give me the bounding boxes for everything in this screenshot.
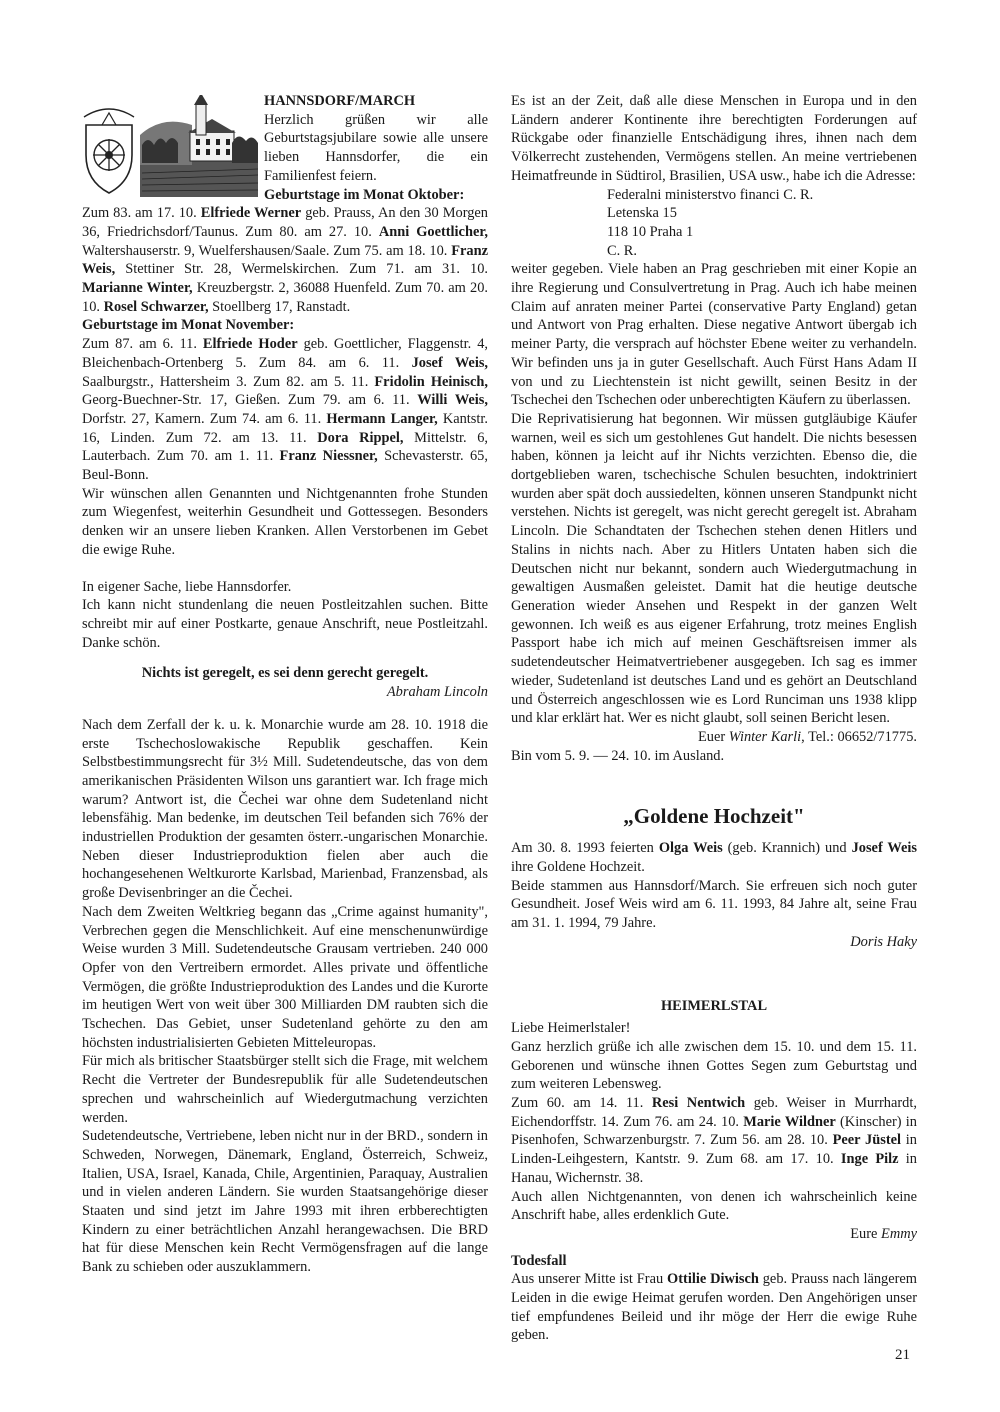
page-number: 21 xyxy=(895,1347,910,1363)
hannsdorf-title: HANNSDORF/MARCH xyxy=(264,93,416,109)
heimerlstal-paragraph-1: Ganz herzlich grüße ich alle zwischen dem 15. 10. und dem 15. 11. Geborenen und wünsche ihnen Gottes Segen zum Geburtstag und zum weiteren Lebensweg. xyxy=(511,1038,917,1093)
goldene-paragraph-2: Beide stammen aus Hannsdorf/March. Sie erfreuen sich noch guter Gesundheit. Josef Weis wird am 6. 11. 1993, 84 Jahre alt, seine Frau am 31. 1. 1994, 79 Jahre. xyxy=(511,877,917,932)
heimerlstal-salutation: Liebe Heimerlstaler! xyxy=(511,1020,631,1037)
goldene-signature: Doris Haky xyxy=(850,933,917,950)
right-column xyxy=(511,92,917,1345)
october-heading: Geburtstage im Monat Oktober: xyxy=(264,186,465,203)
article-signature: Euer Winter Karli, Tel.: 06652/71775. xyxy=(698,728,917,745)
coat-of-arms-icon xyxy=(84,109,134,193)
article-paragraph-7: Die Reprivatisierung hat begonnen. Wir müssen gutgläubige Käufer warnen, weil es sich um gestohlenes Gut handelt. Die nichts besessen haben, können ja leicht auf ihr Nichts verzichten. Ebenso die, die dortgeblieben waren, tschechische Schulen besuchten, indoktriniert wurden aber spät doch aussiedelten, können unseren Standpunkt nicht verstehen. Nichts ist geregelt, was nicht gerecht geregelt ist. Abraham Lincoln. Die Schandtaten der Tschechen stehen denen Hitlers und Stalins in nichts nach. Aber zu Hitlers Untaten haben sich die Deutschen nicht nur bekannt, sondern auch Wiedergutmachung in gewaltigen Ausmaßen geleistet. Damit hat die heutige deutsche Generation wieder Ansehen und Respekt in der ganzen Welt gewonnen. Ich weiß es aus eigener Erfahrung, trotz meines English Passport habe ich mich auf meinen Geschäftsreisen immer als sudetendeutscher Heimatvertriebener ausgegeben. Ich sag es immer wieder, Sudetenland ist deutsches Land und es gehört an Deutschland und Österreich angeschlossen wie es Lord Runciman uns 1938 klipp und klar erklärt hat. Wer es nicht glaubt, soll seinen Bericht lesen. xyxy=(511,410,917,727)
heimerlstal-birthdays: Zum 60. am 14. 11. Resi Nentwich geb. Weiser in Murrhardt, Eichendorffstr. 14. Zum 76. am 24. 10. Marie Wildner (Kinscher) in Pisenhofen, Schwarzenburgstr. 7. Zum 56. am 28. 10. Peer Jüstel in Linden-Leihgestern, Kantstr. 9. Zum 68. am 17. 10. Inge Pilz in Hanau, Wichernstr. 38. xyxy=(511,1095,918,1186)
address-line: Letenska 15 xyxy=(607,205,677,222)
quote-author: Abraham Lincoln xyxy=(386,684,488,701)
article-paragraph-4: Sudetendeutsche, Vertriebene, leben nicht nur in der BRD., sondern in Schweden, Norwegen, Dänemark, England, Österreich, Schweiz, Italien, USA, Israel, Kanada, Chile, Argentinien, Paraquay, Australien und in vielen anderen Ländern. Sie wurden Staatsangehörige dieser Staaten und sind jetzt im Jahre 1993 mit ihren erbberechtigten Kindern zu einer beträchtlichen Anzahl herangewachsen. Die BRD hat für diese Menschen kein Recht Vermögensfragen auf die lange Bank zu schieben oder auszuklammern. xyxy=(82,1128,488,1276)
quote-text: Nichts ist geregelt, es sei denn gerecht geregelt. xyxy=(141,665,429,682)
todesfall-heading: Todesfall xyxy=(511,1252,567,1269)
october-birthdays: Zum 83. am 17. 10. Elfriede Werner geb. Prauss, An den 30 Morgen 36, Friedrichsdorf/Taunus. Zum 80. am 27. 10. Anni Goettlicher, Waltershauserstr. 9, Wuelfershausen/Saale. Zum 75. am 18. 10. Franz Weis, Stettiner Str. 28, Wermelskirchen. Zum 71. am 31. 10. Marianne Winter, Kreuzbergstr. 2, 36088 Huenfeld. Zum 70. am 20. 10. Rosel Schwarzer, Stoellberg 17, Ranstadt. xyxy=(82,205,489,315)
goldene-paragraph-1: Am 30. 8. 1993 feierten Olga Weis (geb. Krannich) und Josef Weis ihre Goldene Hochzeit. xyxy=(511,840,918,876)
abroad-note: Bin vom 5. 9. — 24. 10. im Ausland. xyxy=(511,747,725,764)
coat-of-arms-and-village-illustration xyxy=(82,95,260,199)
address-line: C. R. xyxy=(607,242,637,259)
sache-intro: In eigener Sache, liebe Hannsdorfer. xyxy=(82,578,292,595)
todesfall-paragraph: Aus unserer Mitte ist Frau Ottilie Diwisch geb. Prauss nach längerem Leiden in die ewige Heimat gerufen worden. Den Angehörigen unser tief empfundenes Beileid und ihr möge der Herr die ewige Ruhe geben. xyxy=(511,1271,917,1344)
sache-text: Ich kann nicht stundenlang die neuen Postleitzahlen suchen. Bitte schreibt mir auf einer Postkarte, genaue Anschrift, neue Postleitzahl. Danke schön. xyxy=(82,597,488,651)
wishes-paragraph: Wir wünschen allen Genannten und Nichtgenannten frohe Stunden zum Wiegenfest, weiterhin Gesundheit und Gottessegen. Besonders denken wir an unsere lieben Kranken. Allen Verstorbenen im Gebet die ewige Ruhe. xyxy=(82,485,488,558)
goldene-hochzeit-title: „Goldene Hochzeit" xyxy=(623,804,805,829)
november-birthdays: Zum 87. am 6. 11. Elfriede Hoder geb. Goettlicher, Flaggenstr. 4, Bleichenbach-Ortenberg 5. Zum 84. am 6. 11. Josef Weis, Saalburgstr., Hattersheim 3. Zum 82. am 5. 11. Fridolin Heinisch, Georg-Buechner-Str. 17, Gießen. Zum 79. am 6. 11. Willi Weis, Dorfstr. 27, Kamern. Zum 74. am 6. 11. Hermann Langer, Kantstr. 16, Linden. Zum 72. am 13. 11. Dora Rippel, Mittelstr. 6, Lauterbach. Zum 70. am 1. 11. Franz Niessner, Schevasterstr. 65, Beul-Bonn. xyxy=(82,336,489,484)
article-paragraph-3: Für mich als britischer Staatsbürger stellt sich die Frage, mit welchem Recht die Vertreter der Bundesrepublik für alle Sudetendeutschen sprechen und wahrscheinlich auf Wiedergutmachung verzichten werden. xyxy=(82,1053,488,1126)
heimerlstal-signature: Eure Emmy xyxy=(850,1225,917,1242)
article-paragraph-6: weiter gegeben. Viele haben an Prag geschrieben mit einer Kopie an ihre Regierung und Consulvertretung in Prag. Auch ich habe meinen Claim auf anraten meiner Partei (conservative Party England) getan und Antwort von Prag erhalten. Diese negative Antwort übergab ich meiner Party, die versprach auf höchster Ebene weiter zu verhandeln. Wir befinden uns ja in guter Gesellschaft. Auch Fürst Hans Adam II von und zu Liechtenstein ist nicht gewillt, seinen Besitz in der Tschechei den Tschechen oder unberechtigten Käufern zu überlassen. xyxy=(511,261,917,409)
heimerlstal-closing: Auch allen Nichtgenannten, von denen ich wahrscheinlich keine Anschrift habe, alles erdenklich Gute. xyxy=(511,1188,917,1224)
heimerlstal-title: HEIMERLSTAL xyxy=(660,997,768,1014)
address-block xyxy=(511,186,917,261)
village-church-illustration xyxy=(140,95,258,197)
lincoln-quote xyxy=(82,664,488,701)
address-line: 118 10 Praha 1 xyxy=(607,223,694,240)
article-paragraph-1: Nach dem Zerfall der k. u. k. Monarchie wurde am 28. 10. 1918 die erste Tschechoslowakische Republik geschaffen. Kein Selbstbestimmungsrecht für 3½ Mill. Sudetendeutsche, das von dem amerikanischen Präsidenten Wilson uns garantiert war. Ich frage mich warum? Antwort ist, die Čechei war ohne dem Sudetenland nicht lebensfähig. Man bedenke, im deutschen Teil befanden sich 76% der industriellen Produktion der gesamten österr.-ungarischen Monarchie. Neben dieser Industrieproduktion fielen aber auch die hochangesehenen Weltkurorte Karlsbad, Marienbad, Franzensbad, als große Devisenbringer an die Čechei. xyxy=(82,716,488,902)
address-line: Federalni ministerstvo financi C. R. xyxy=(607,186,814,203)
hannsdorf-greeting: Herzlich grüßen wir alle Geburtstagsjubilare sowie alle unsere lieben Hannsdorfer, die ein Familienfest feiern. xyxy=(264,111,488,184)
article-paragraph-5: Es ist an der Zeit, daß alle diese Menschen in Europa und in den Ländern anderer Kontinente ihre berechtigten Forderungen auf Rückgabe oder finanzielle Entschädigung ihres, ihnen nach dem Völkerrecht zustehenden, Vermögens stellen. An meine vertriebenen Heimatfreunde in Südtirol, Brasilien, USA usw., habe ich die Adresse: xyxy=(511,93,917,184)
article-paragraph-2: Nach dem Zweiten Weltkrieg begann das „Crime against humanity", Verbrechen gegen die Menschlichkeit. Auf eine menschenunwürdige Weise wurden 3 Mill. Sudetendeutsche Grausam vertrieben. 240 000 Opfer von den Vertreibern ermordet. Alles private und öffentliche Vermögen, die größte Industrieproduktion des Landes und die Kurorte im heutigen Wert von weit über 300 Milliarden DM raubten sich die Tschechen. Das Gebiet, unser Sudetenland gehörte zu den am höchsten industrialisierten Gebieten Mitteleuropas. xyxy=(82,903,488,1051)
hannsdorf-emblem xyxy=(82,95,260,199)
november-heading: Geburtstage im Monat November: xyxy=(82,317,295,334)
left-column xyxy=(82,92,488,1277)
hannsdorf-section xyxy=(82,92,488,204)
